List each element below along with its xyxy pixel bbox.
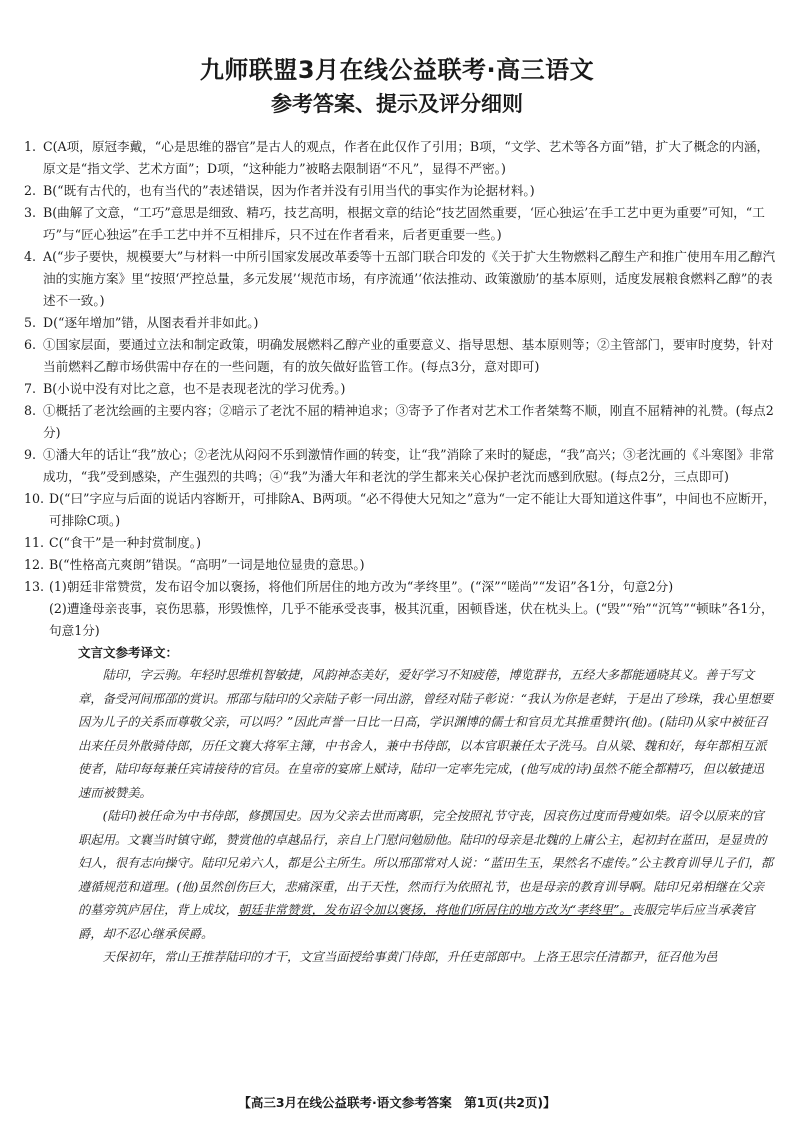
answer-item [24, 400, 776, 444]
answer-text: B(小说中没有对比之意，也不是表现老沈的学习优秀。) [43, 381, 346, 396]
answer-item [24, 334, 776, 378]
answer-text: ①国家层面，要通过立法和制定政策，明确发展燃料乙醇产业的重要意义、指导思想、基本原则等；②主管部门，要审时度势，针对当前燃料乙醇市场供需中存在的一些问题，有的放矢做好监管工作。(每点3分，意对即可) [43, 337, 774, 374]
translation-paragraph-3: 天保初年，常山王推荐陆印的才干，文宣当面授给事黄门侍郎，升任吏部郎中。上洛王思宗任清都尹，征召他为邑 [102, 950, 718, 964]
answer-number: 8. [24, 403, 37, 418]
answer-item [24, 202, 776, 246]
page-footer: 【高三3月在线公益联考·语文参考答案 第1页(共2页)】 [238, 1095, 556, 1110]
answer-item [24, 136, 776, 180]
answer-13-part-2: (2)遭逢母亲丧事，哀伤思慕，形毁憔悴，几乎不能承受丧事，极其沉重，困顿昏迷，伏在枕头上。(“毁”“殆”“沉笃”“顿昧”各1分，句意1分) [49, 601, 774, 638]
answer-number: 7. [24, 381, 37, 396]
answer-item [24, 532, 776, 554]
answer-number: 13. [24, 579, 45, 594]
answer-number: 6. [24, 337, 37, 352]
page-subtitle: 参考答案、提示及评分细则 [271, 92, 523, 116]
answer-number: 11. [24, 535, 45, 550]
answer-text: B(“性格高亢爽朗”错误。“高明”一词是地位显贵的意思。) [49, 557, 365, 572]
translation-heading: 文言文参考译文： [78, 645, 179, 660]
answer-number: 5. [24, 315, 37, 330]
answer-item [24, 554, 776, 576]
translation-paragraph-1: 陆印，字云驹。年轻时思维机智敏捷，风韵神态美好，爱好学习不知疲倦，博览群书，五经大多都能通晓其义。善于写文章，备受河间邢邵的赏识。邢邵与陆印的父亲陆子彰一同出游，曾经对陆子彰说：“我认为你是老蚌，于是出了珍珠，我心里想要因为儿子的关系而尊敬父亲，可以吗？”因此声誉一日比一日高，学识渊博的儒士和官员尤其推重赞许(他)。(陆印)从家中被征召出来任员外散骑侍郎，历任文襄大将军主簿，中书舍人，兼中书侍郎，以本官职兼任太子洗马。自从梁、魏和好，每年都相互派使者，陆印每每兼任宾请接待的官员。在皇帝的宴席上赋诗，陆印一定率先完成，(他写成的诗)虽然不能全都精巧，但以敏捷迅速而被赞美。 [78, 668, 773, 800]
underlined-sentence: 朝廷非常赞赏，发布诏令加以褒扬，将他们所居住的地方改为“孝终里”。 [237, 903, 632, 917]
answer-text: A(“步子要快，规模要大”与材料一中所引国家发展改革委等十五部门联合印发的《关于扩大生物燃料乙醇生产和推广使用车用乙醇汽油的实施方案》里“按照‘严控总量，多元发展’‘规范市场，有序流通’‘依法推动、政策激励’的基本原则，适度发展粮食燃料乙醇”的表述不一致。) [43, 249, 776, 308]
answer-text: ①概括了老沈绘画的主要内容；②暗示了老沈不屈的精神追求；③寄予了作者对艺术工作者桀骜不顺，刚直不屈精神的礼赞。(每点2分) [43, 403, 774, 440]
answer-item-13 [24, 576, 776, 642]
answer-13-part-1: (1)朝廷非常赞赏，发布诏令加以褒扬，将他们所居住的地方改为“孝终里”。(“深”“嗟尚”“发诏”各1分，句意2分) [49, 579, 674, 594]
answer-list [24, 136, 776, 970]
answer-text: C(“食干”是一种封赏制度。) [49, 535, 201, 550]
answer-number: 4. [24, 249, 37, 264]
answer-number: 12. [24, 557, 45, 572]
translation-text: 丧服完毕后应当承袭官爵，却不忍心继承侯爵。 [78, 903, 755, 941]
answer-item [24, 312, 776, 334]
answer-item [24, 378, 776, 400]
answer-item [24, 444, 776, 488]
translation-text: (陆印)被任命为中书侍郎，修撰国史。因为父亲去世而离职，完全按照礼节守丧，因哀伤过度而骨瘦如柴。诏令以原来的官职起用。文襄当时镇守邺，赞赏他的卓越品行，亲自上门慰问勉励他。陆印的母亲是北魏的上庸公主，起初封在蓝田，是显贵的妇人，很有志向操守。陆印兄弟六人，都是公主所生。所以邢邵常对人说：“蓝田生玉，果然名不虚传。”公主教育训导儿子们，都遵循规范和道理。(他)虽然创伤巨大，悲痛深重，出于天性，然而行为依照礼节，也是母亲的教育训导啊。陆印兄弟相继在父亲的墓旁筑庐居住，背上成坟， [78, 809, 774, 917]
answer-number: 9. [24, 447, 37, 462]
translation-paragraph-2 [78, 805, 776, 946]
answer-text: B(曲解了文意，“工巧”意思是细致、精巧，技艺高明，根据文章的结论“技艺固然重要，‘匠心独运’在手工艺中更为重要”可知，“工巧”与“匠心独运”在手工艺中并不互相排斥，只不过在作者看来，后者更重要一些。) [43, 205, 765, 242]
answer-text: B(“既有古代的，也有当代的”表述错误，因为作者并没有引用当代的事实作为论据材料。) [43, 183, 535, 198]
answer-item [24, 488, 776, 532]
answer-item [24, 180, 776, 202]
answer-number: 1. [24, 139, 37, 154]
answer-text: D(“曰”字应与后面的说话内容断开，可排除A、B两项。“必不得使大兄知之”意为“一定不能让大哥知道这件事”，中间也不应断开，可排除C项。) [49, 491, 776, 528]
page-title: 九师联盟3月在线公益联考·高三语文 [199, 56, 595, 84]
answer-number: 3. [24, 205, 37, 220]
answer-text: C(A项，原冠李戴，“心是思维的器官”是古人的观点，作者在此仅作了引用；B项，“文学、艺术等各方面”错，扩大了概念的内涵，原文是“指文学、艺术方面”；D项，“这种能力”被略去限制语“不凡”，显得不严密。) [43, 139, 770, 176]
answer-text: D(“逐年增加”错，从图表看并非如此。) [43, 315, 259, 330]
answer-number: 10. [24, 491, 45, 506]
answer-number: 2. [24, 183, 37, 198]
answer-text: ①潘大年的话让“我”放心；②老沈从闷闷不乐到激情作画的转变，让“我”消除了来时的疑虑，“我”高兴；③老沈画的《斗寒图》非常成功，“我”受到感染，产生强烈的共鸣；④“我”为潘大年和老沈的学生都来关心保护老沈而感到欣慰。(每点2分，三点即可) [43, 447, 775, 484]
answer-item [24, 246, 776, 312]
